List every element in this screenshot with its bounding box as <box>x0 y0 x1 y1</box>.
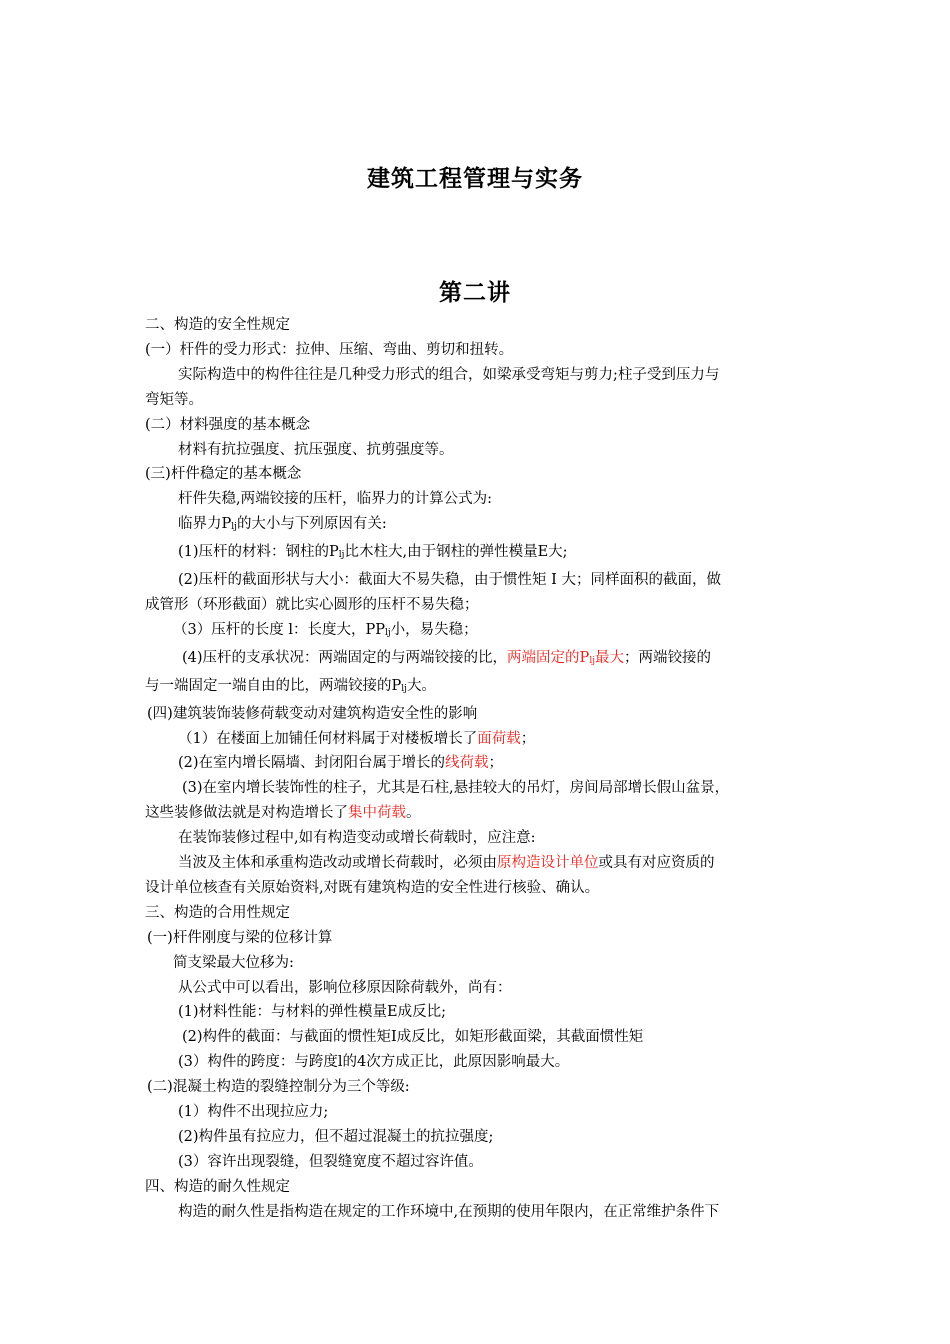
subsection-heading: (一）杆件的受力形式：拉伸、压缩、弯曲、剪切和扭转。 <box>145 341 514 358</box>
list-item-continuation: 这些装修做法就是对构造增长了集中荷载。 <box>145 805 421 822</box>
section-heading: 三、构造的合用性规定 <box>145 904 290 921</box>
subsection-heading: (二）材料强度的基本概念 <box>145 416 311 433</box>
lecture-title: 第二讲 <box>439 280 511 306</box>
list-item: （1）在楼面上加铺任何材料属于对楼板增长了面荷载； <box>178 730 536 747</box>
subsection-heading: (三)杆件稳定的基本概念 <box>145 466 302 483</box>
list-item: (4)压杆的支承状况：两端固定的与两端铰接的比，两端固定的Plj最大；两端铰接的 <box>182 649 711 666</box>
list-item: (2)压杆的截面形状与大小：截面大不易失稳，由于惯性矩 I 大；同样面积的截面，做 <box>178 572 721 589</box>
highlight-text: 原构造设计单位 <box>497 855 599 872</box>
paragraph: 临界力Plj的大小与下列原因有关: <box>178 516 387 533</box>
paragraph-continuation: 弯矩等。 <box>145 391 203 408</box>
list-item: (3）容许出现裂缝，但裂缝宽度不超过容许值。 <box>178 1153 483 1170</box>
list-item: （3）压杆的长度 l：长度大，PPlj小，易失稳； <box>173 621 478 638</box>
paragraph: 构造的耐久性是指构造在规定的工作环境中,在预期的使用年限内，在正常维护条件下 <box>178 1203 720 1220</box>
list-item: (2)构件虽有拉应力，但不超过混凝土的抗拉强度; <box>178 1129 494 1145</box>
highlight-text: 集中荷载 <box>348 805 406 822</box>
subsection-heading: (二)混凝土构造的裂缝控制分为三个等级: <box>147 1079 410 1096</box>
paragraph: 杆件失稳,两端铰接的压杆，临界力的计算公式为: <box>178 491 492 508</box>
list-item: (1)材料性能：与材料的弹性模量E成反比; <box>178 1004 447 1021</box>
section-heading: 四、构造的耐久性规定 <box>145 1178 290 1195</box>
list-item: (2)构件的截面：与截面的惯性矩I成反比，如矩形截面梁，其截面惯性矩 <box>182 1029 644 1046</box>
paragraph: 从公式中可以看出，影响位移原因除荷载外，尚有： <box>178 979 512 996</box>
list-item-continuation: 与一端固定一端自由的比，两端铰接的Plj大。 <box>145 677 436 694</box>
list-item: (2)在室内增长隔墙、封闭阳台属于增长的线荷载； <box>178 755 504 772</box>
paragraph-continuation: 设计单位核查有关原始资料,对既有建筑构造的安全性进行核验、确认。 <box>145 879 600 896</box>
subsection-heading: (一)杆件刚度与梁的位移计算 <box>147 929 333 946</box>
highlight-text: 线荷载 <box>445 755 489 772</box>
list-item: (1)压杆的材料：钢柱的Plj比木柱大,由于钢柱的弹性模量E大; <box>178 544 568 561</box>
paragraph: 材料有抗拉强度、抗压强度、抗剪强度等。 <box>178 441 454 458</box>
highlight-text: 面荷载 <box>477 730 521 747</box>
list-item: (3）构件的跨度：与跨度l的4次方成正比，此原因影响最大。 <box>178 1054 570 1071</box>
section-heading: 二、构造的安全性规定 <box>145 317 290 333</box>
list-item: (3)在室内增长装饰性的柱子，尤其是石柱,悬挂较大的吊灯，房间局部增长假山盆景， <box>182 780 730 797</box>
paragraph: 简支梁最大位移为: <box>173 954 294 971</box>
paragraph: 实际构造中的构件往往是几种受力形式的组合，如梁承受弯矩与剪力;柱子受到压力与 <box>178 366 720 383</box>
document-title: 建筑工程管理与实务 <box>367 166 583 192</box>
list-item-continuation: 成管形（环形截面）就比实心圆形的压杆不易失稳； <box>145 596 479 613</box>
highlight-text: 两端固定的Plj最大 <box>507 649 624 666</box>
list-item: (1）构件不出现拉应力; <box>178 1104 329 1121</box>
paragraph: 当波及主体和承重构造改动或增长荷载时，必须由原构造设计单位或具有对应资质的 <box>178 855 715 872</box>
paragraph: 在装饰装修过程中,如有构造变动或增长荷载时，应注意: <box>178 830 536 847</box>
document-body <box>145 313 813 1225</box>
subsection-heading: (四)建筑装饰装修荷载变动对建筑构造安全性的影响 <box>147 705 478 722</box>
